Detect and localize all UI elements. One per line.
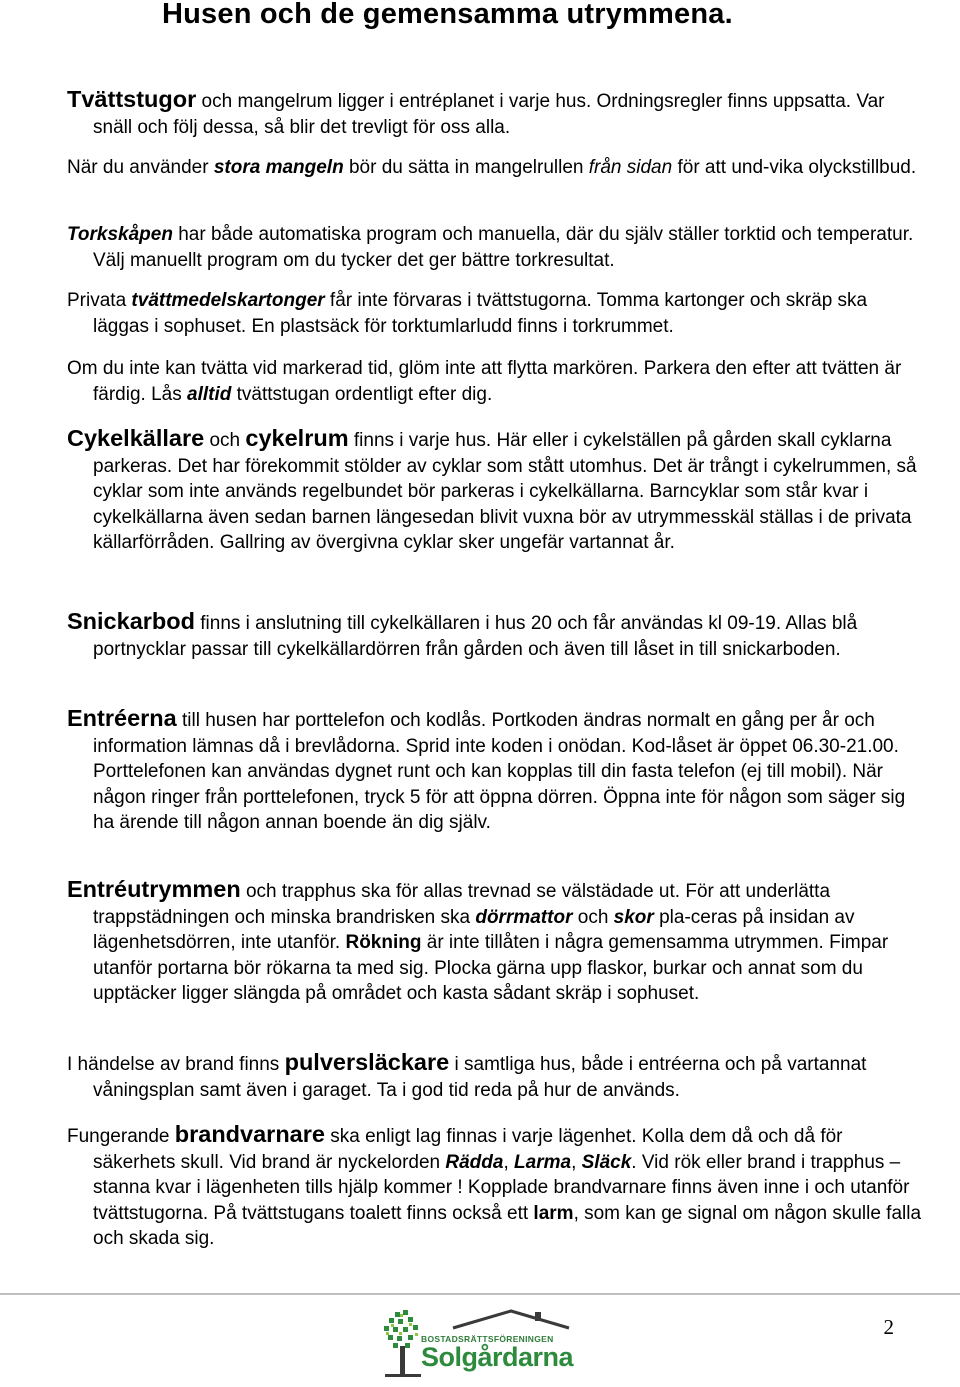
term-stora-mangeln: stora mangeln — [213, 157, 344, 178]
term-alltid: alltid — [187, 383, 232, 405]
logo-association-label: BOSTADSRÄTTSFÖRENINGEN — [421, 1334, 554, 1344]
text: och trapphus ska för allas trevnad se välstädade ut. För att underlätta trappstädningen och minska brandrisken ska — [93, 881, 831, 928]
text: . Vid rök eller brand i trapphus – stanna kvar i lägenheten tills hjälp kommer ! Kopplade brandvarnare finns även inne i och utanför tvättstugorna. På tvättstugans toalett finns också ett — [93, 1151, 910, 1224]
paragraph-privata — [67, 288, 923, 339]
page-title: Husen och de gemensamma utrymmena. — [162, 0, 733, 30]
term-brandvarnare: brandvarnare — [174, 1121, 325, 1147]
term-larma: Larma — [514, 1151, 572, 1173]
term-tvattstugor: Tvättstugor — [67, 86, 197, 112]
term-dorrmattor: dörrmattor — [475, 906, 573, 928]
paragraph-pulverslackare — [67, 1050, 923, 1103]
term-rokning: Rökning — [345, 932, 422, 953]
paragraph-brandvarnare — [67, 1122, 923, 1252]
paragraph-torkskap — [67, 222, 923, 273]
term-entreutrymmen: Entréutrymmen — [67, 876, 241, 902]
text: , som kan ge signal om någon skulle falla och skada sig. — [93, 1202, 922, 1249]
text: ska enligt lag finnas i varje lägenhet. Kolla dem då och då för säkerhets skull. Vid brand är nyckelorden — [93, 1126, 843, 1173]
text: Privata — [67, 290, 132, 311]
term-slack: Släck — [581, 1151, 632, 1173]
text: till husen har porttelefon och kodlås. Portkoden ändras normalt en gång per år och information lämnas då i brevlådorna. Sprid inte koden i onödan. Kod-låset är öppet 06.30-21.00. Porttelefonen kan användas dygnet runt och kan kopplas till din fasta telefon (ej till mobil). När någon ringer från porttelefonen, tryck 5 för att öppna dörren. Öppna inte för någon som säger sig ha ärende till någon annan boende än dig själv. — [93, 710, 906, 833]
tree-icon — [381, 1308, 425, 1382]
page-number: 2 — [883, 1315, 894, 1339]
term-radda: Rädda — [445, 1151, 504, 1173]
roof-icon — [451, 1308, 571, 1330]
term-cykelkallare: Cykelkällare — [67, 425, 205, 451]
logo-name: Solgårdarna — [421, 1342, 574, 1372]
text: tvättstugan ordentligt efter dig. — [231, 383, 493, 405]
text: och — [572, 906, 614, 928]
text: och mangelrum ligger i entréplanet i varje hus. Ordningsregler finns uppsatta. Var snäll och följ dessa, så blir det trevligt för oss alla. — [93, 91, 885, 138]
text: får inte förvaras i tvättstugorna. Tomma kartonger och skräp ska läggas i sophuset. En plastsäck för torktumlarludd finns i torkrummet. — [93, 290, 868, 337]
paragraph-cykel — [67, 426, 923, 556]
term-fran-sidan: från sidan — [588, 157, 673, 178]
paragraph-mangel — [67, 155, 923, 181]
text: i samtliga hus, både i entréerna och på vartannat våningsplan samt även i garaget. Ta i god tid reda på hur de används. — [93, 1054, 867, 1101]
text: är inte tillåten i några gemensamma utrymmen. Fimpar utanför portarna bör rökarna ta med sig. Plocka gärna upp flaskor, burkar och annat som du upptäcker ligger slängda på området och kasta sådant skräp i sophuset. — [93, 932, 889, 1004]
term-entreerna: Entréerna — [67, 705, 177, 731]
text: , — [503, 1151, 515, 1173]
paragraph-markerad-tid — [67, 356, 923, 407]
footer-divider — [0, 1293, 960, 1295]
text: bör du sätta in mangelrullen — [343, 157, 589, 178]
paragraph-entreerna — [67, 706, 923, 836]
term-larm: larm — [533, 1202, 574, 1224]
paragraph-tvattstugor — [67, 87, 923, 140]
paragraph-entreutrymmen — [67, 877, 923, 1007]
term-snickarbod: Snickarbod — [67, 608, 195, 634]
term-torkskapen: Torkskåpen — [67, 224, 173, 245]
term-cykelrum: cykelrum — [245, 425, 349, 451]
text: , — [571, 1151, 582, 1173]
text: för att und-vika olyckstillbud. — [672, 157, 917, 178]
text: När du använder — [67, 157, 214, 178]
solgardarna-logo — [381, 1308, 581, 1382]
text: I händelse av brand finns — [67, 1054, 285, 1075]
text: finns i anslutning till cykelkällaren i hus 20 och får användas kl 09-19. Allas blå portnycklar passar till cykelkällardörren från gården och även till låset in till snickarboden. — [93, 613, 858, 660]
text: pla-ceras på insidan av lägenhetsdörren, inte utanför. — [93, 906, 855, 953]
text: Fungerande — [67, 1126, 175, 1147]
term-skor: skor — [613, 906, 654, 928]
text: och — [204, 430, 246, 451]
text: finns i varje hus. Här eller i cykelställen på gården skall cyklarna parkeras. Det har förekommit stölder av cyklar som stått utomhus. Det är trångt i cykelrummen, så cyklar som inte används regelbundet bör parkeras i cykelkällarna. Barncyklar som står kvar i cykelkällarna även sedan barnen längesedan blivit vuxna bör av utrymmesskäl ställas i de privata källarförråden. Gallring av övergivna cyklar sker ungefär vartannat år. — [93, 430, 917, 553]
text: har både automatiska program och manuella, där du själv ställer torktid och temperatur. Välj manuellt program om du tycker det ger bättre torkresultat. — [93, 224, 914, 271]
paragraph-snickarbod — [67, 609, 923, 662]
text: Om du inte kan tvätta vid markerad tid, glöm inte att flytta markören. Parkera den efter att tvätten är färdig. Lås — [67, 358, 902, 405]
term-pulverslackare: pulversläckare — [284, 1049, 450, 1075]
term-tvattmedelskartonger: tvättmedelskartonger — [131, 290, 325, 311]
